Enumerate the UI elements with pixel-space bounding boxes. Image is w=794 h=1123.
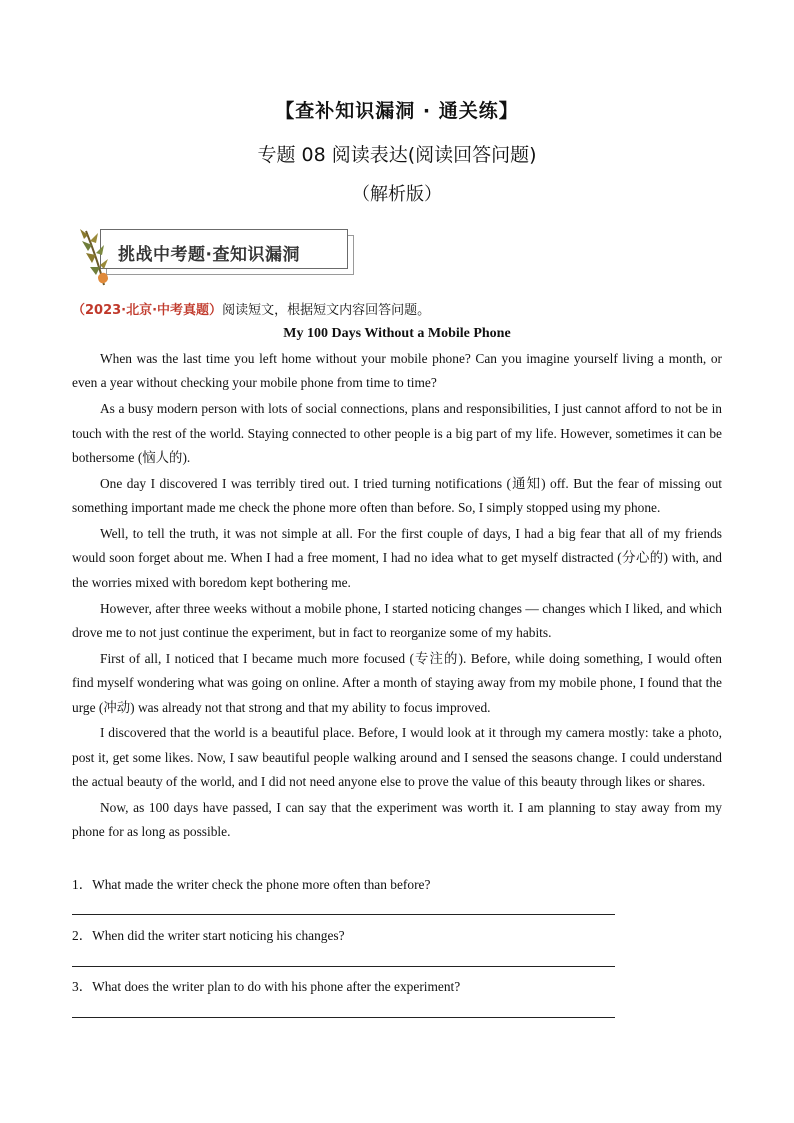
- question-text: What made the writer check the phone more often than before?: [92, 877, 431, 892]
- question-text: When did the writer start noticing his changes?: [92, 928, 345, 943]
- article-title: My 100 Days Without a Mobile Phone: [283, 326, 511, 341]
- answer-line-1[interactable]: [72, 914, 615, 915]
- page-title: 【查补知识漏洞 · 通关练】: [275, 100, 519, 122]
- question-1: [72, 874, 430, 893]
- edition-label: （解析版）: [352, 184, 442, 205]
- question-number: 1．: [72, 877, 93, 892]
- question-2: [72, 925, 345, 944]
- article-paragraph: When was the last time you left home without your mobile phone? Can you imagine yourself living a month, or even a year without checking your mobile phone from time to time?: [72, 351, 722, 391]
- answer-line-2[interactable]: [72, 966, 615, 967]
- article-body: [72, 347, 722, 846]
- article-paragraph: As a busy modern person with lots of social connections, plans and responsibilities, I just cannot afford to not be in touch with the rest of the world. Staying connected to other people is a big part of my life. However, sometimes it can be bothersome (恼人的).: [72, 401, 722, 466]
- article-paragraph: However, after three weeks without a mobile phone, I started noticing changes — changes which I liked, and which drove me to not just continue the experiment, but in fact to reorganize some of my habits.: [72, 600, 722, 641]
- article-paragraph: Now, as 100 days have passed, I can say that the experiment was worth it. I am planning to stay away from my phone for as long as possible.: [72, 800, 722, 840]
- question-text: What does the writer plan to do with his phone after the experiment?: [92, 979, 461, 994]
- banner-label: 挑战中考题·查知识漏洞: [118, 245, 300, 265]
- question-source: [72, 299, 430, 318]
- article-paragraph: First of all, I noticed that I became much more focused (专注的). Before, while doing something, I would often find myself wondering what was going on online. After a month of staying away from my mobile phone, I found that the urge (冲动) was already not that strong and that my ability to focus improved.: [72, 650, 722, 715]
- question-number: 3．: [72, 979, 93, 994]
- answer-line-3[interactable]: [72, 1017, 615, 1018]
- instruction-text: 阅读短文，根据短文内容回答问题。: [222, 303, 431, 318]
- exam-tag: （2023·北京·中考真题）: [72, 303, 223, 318]
- question-number: 2．: [72, 928, 93, 943]
- question-3: [72, 976, 460, 995]
- section-banner: [74, 225, 364, 289]
- article-paragraph: Well, to tell the truth, it was not simple at all. For the first couple of days, I had a big fear that all of my friends would soon forget about me. When I had a free moment, I had no idea what to get myself distracted (分心的) with, and the worries mixed with boredom kept bothering me.: [72, 526, 722, 590]
- topic-title: 专题 08 阅读表达(阅读回答问题): [257, 144, 537, 166]
- article-paragraph: I discovered that the world is a beautiful place. Before, I would look at it through my camera mostly: take a photo, post it, get some likes. Now, I saw beautiful people walking around and I sensed the seasons change. I could understand the actual beauty of the world, and I did not need anyone else to prove the value of this beauty through likes or shares.: [72, 725, 722, 790]
- article-paragraph: One day I discovered I was terribly tired out. I tried turning notifications (通知) off. But the fear of missing out something important made me check the phone more often than before. So, I simply stopped using my phone.: [72, 475, 722, 516]
